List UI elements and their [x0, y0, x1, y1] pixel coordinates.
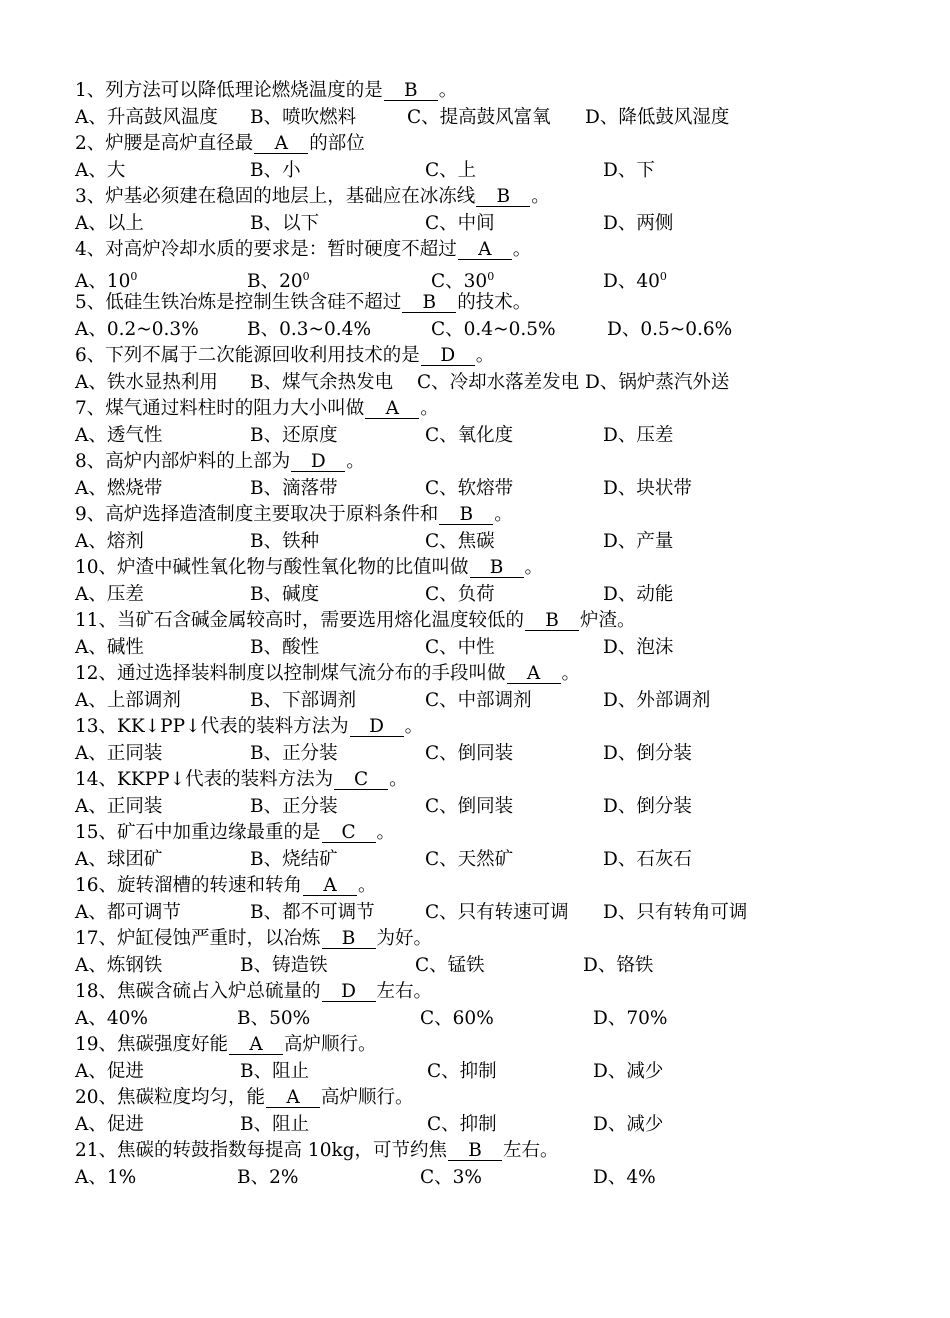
option-d: D、石灰石 [603, 848, 692, 870]
superscript: 0 [659, 269, 667, 283]
option-d: D、锅炉蒸汽外送 [585, 371, 730, 393]
answer-blank: D [291, 453, 345, 472]
answer-blank: B [448, 1142, 502, 1161]
option-d: D、4% [593, 1166, 656, 1188]
options-row [75, 953, 875, 980]
question-stem [75, 78, 875, 105]
option-d: D、减少 [593, 1060, 664, 1082]
question-text: 1、列方法可以降低理论燃烧温度的是 [75, 80, 383, 101]
answer-blank: B [470, 559, 524, 578]
option-c: C、倒同装 [425, 742, 514, 764]
option-b: B、烧结矿 [250, 848, 338, 870]
option-b: B、铁种 [250, 530, 320, 552]
option-c: C、中间 [425, 212, 495, 234]
question-stem [75, 661, 875, 688]
option-b: B、以下 [250, 212, 320, 234]
question-text: 3、炉基必须建在稳固的地层上，基础应在冰冻线 [75, 186, 476, 207]
question-suffix: 。 [420, 398, 439, 419]
options-row [75, 370, 875, 397]
question-text: 19、焦碳强度好能 [75, 1034, 229, 1055]
option-d: D、压差 [603, 424, 674, 446]
option-d: D、倒分装 [603, 795, 692, 817]
option-d: D、泡沫 [603, 636, 674, 658]
option-d: D、动能 [603, 583, 674, 605]
answer-blank: B [476, 188, 530, 207]
question-suffix: 。 [404, 716, 424, 737]
answer-blank: A [229, 1036, 283, 1055]
option-d: D、产量 [603, 530, 674, 552]
option-d: D、$40^0$ [603, 269, 667, 292]
superscript: 0 [487, 269, 495, 283]
question-text: 4、对高炉冷却水质的要求是：暂时硬度不超过 [75, 239, 457, 260]
question-stem [75, 820, 875, 847]
option-a: A、促进 [75, 1060, 144, 1082]
answer-blank: D [322, 983, 376, 1002]
option-a: A、正同装 [75, 795, 163, 817]
option-a: A、上部调剂 [75, 689, 181, 711]
question-suffix: 。 [494, 504, 513, 525]
options-row [75, 741, 875, 768]
option-b: B、阻止 [240, 1060, 310, 1082]
option-b: B、都不可调节 [250, 901, 375, 923]
question-stem [75, 714, 875, 741]
options-row [75, 476, 875, 503]
options-row [75, 1112, 875, 1139]
options-row [75, 900, 875, 927]
question-text: 9、高炉选择造渣制度主要取决于原料条件和 [75, 504, 439, 525]
option-a: A、40% [75, 1007, 148, 1029]
question-suffix: 。 [376, 822, 396, 843]
question-text: 10、炉渣中碱性氧化物与酸性氧化物的比值叫做 [75, 557, 469, 578]
option-a: A、熔剂 [75, 530, 144, 552]
question-suffix: 。 [346, 451, 365, 472]
option-b: B、2% [237, 1166, 299, 1188]
answer-blank: C [334, 771, 388, 790]
option-b: B、$20^0$ [247, 269, 310, 292]
option-c: C、锰铁 [415, 954, 485, 976]
answer-blank: B [322, 930, 376, 949]
question-stem [75, 873, 875, 900]
option-b: B、喷吹燃料 [250, 106, 357, 128]
question-text: 7、煤气通过料柱时的阻力大小叫做 [75, 398, 365, 419]
option-c: C、天然矿 [425, 848, 514, 870]
option-a: A、燃烧带 [75, 477, 163, 499]
option-c: C、上 [425, 159, 477, 181]
question-stem [75, 608, 875, 635]
option-d: D、下 [603, 159, 655, 181]
question-text: 17、炉缸侵蚀严重时，以冶炼 [75, 928, 321, 949]
option-c: C、负荷 [425, 583, 495, 605]
answer-blank: D [350, 718, 404, 737]
question-stem [75, 343, 875, 370]
question-suffix: 。 [512, 239, 532, 260]
option-d: D、两侧 [603, 212, 674, 234]
question-text: 21、焦碳的转鼓指数每提高 10kg，可节约焦 [75, 1140, 448, 1161]
option-c: C、3% [420, 1166, 483, 1188]
question-stem [75, 290, 875, 317]
answer-blank: A [303, 877, 357, 896]
options-row [75, 211, 875, 238]
question-suffix: 左右。 [503, 1140, 559, 1161]
options-row [75, 1006, 875, 1033]
question-stem [75, 1032, 875, 1059]
question-suffix: 炉渣。 [580, 610, 636, 631]
option-d: D、块状带 [603, 477, 692, 499]
option-d: D、外部调剂 [603, 689, 711, 711]
option-c: C、倒同装 [425, 795, 514, 817]
option-c: C、抑制 [427, 1113, 497, 1135]
question-suffix: 高炉顺行。 [284, 1034, 377, 1055]
option-b: B、下部调剂 [250, 689, 357, 711]
options-row [75, 1165, 875, 1192]
answer-blank: D [421, 347, 475, 366]
answer-blank: A [458, 241, 512, 260]
answer-blank: A [507, 665, 561, 684]
question-stem [75, 396, 875, 423]
question-text: 5、低硅生铁冶炼是控制生铁含硅不超过 [75, 292, 402, 313]
question-text: 16、旋转溜槽的转速和转角 [75, 875, 303, 896]
options-row [75, 158, 875, 185]
option-c: C、60% [420, 1007, 494, 1029]
option-c: C、$30^0$ [431, 269, 495, 292]
question-suffix: 。 [475, 345, 495, 366]
option-a: A、透气性 [75, 424, 163, 446]
option-b: B、碱度 [250, 583, 320, 605]
option-a: A、$10^0$ [75, 269, 138, 292]
question-stem [75, 131, 875, 158]
option-b: B、0.3~0.4% [247, 318, 372, 340]
question-suffix: 。 [524, 557, 544, 578]
options-row [75, 794, 875, 821]
option-c: C、软熔带 [425, 477, 514, 499]
option-c: C、冷却水落差发电 [417, 371, 580, 393]
question-stem [75, 767, 875, 794]
option-a: A、大 [75, 159, 126, 181]
answer-blank: A [365, 400, 419, 419]
option-a: A、都可调节 [75, 901, 181, 923]
option-d: D、倒分装 [603, 742, 692, 764]
question-stem [75, 979, 875, 1006]
question-suffix: 左右。 [376, 981, 433, 1002]
option-a: A、以上 [75, 212, 144, 234]
question-stem [75, 555, 875, 582]
options-row [75, 582, 875, 609]
question-stem [75, 1085, 875, 1112]
option-c: C、提高鼓风富氧 [407, 106, 551, 128]
question-suffix: 。 [438, 80, 458, 101]
option-c: C、中性 [425, 636, 495, 658]
question-text: 13、KK↓PP↓代表的装料方法为 [75, 716, 349, 737]
option-c: C、中部调剂 [425, 689, 532, 711]
question-stem [75, 502, 875, 529]
answer-blank: A [266, 1089, 320, 1108]
question-suffix: 。 [561, 663, 581, 684]
option-a: A、升高鼓风温度 [75, 106, 218, 128]
option-d: D、铬铁 [583, 954, 654, 976]
answer-blank: B [384, 82, 438, 101]
question-suffix: 的技术。 [457, 292, 532, 313]
option-c: C、氧化度 [425, 424, 514, 446]
answer-blank: B [402, 294, 456, 313]
option-a: A、压差 [75, 583, 144, 605]
superscript: 0 [130, 269, 138, 283]
options-row [75, 635, 875, 662]
question-suffix: 为好。 [376, 928, 433, 949]
question-stem [75, 926, 875, 953]
options-row [75, 317, 875, 344]
question-suffix: 。 [531, 186, 550, 207]
question-text: 8、高炉内部炉料的上部为 [75, 451, 291, 472]
document-page [75, 78, 875, 1191]
options-row [75, 423, 875, 450]
option-b: B、铸造铁 [240, 954, 328, 976]
question-text: 6、下列不属于二次能源回收利用技术的是 [75, 345, 420, 366]
question-text: 14、KKPP↓代表的装料方法为 [75, 769, 334, 790]
options-row [75, 847, 875, 874]
option-c: C、抑制 [427, 1060, 497, 1082]
question-text: 2、炉腰是高炉直径最 [75, 133, 254, 154]
question-text: 12、通过选择装料制度以控制煤气流分布的手段叫做 [75, 663, 506, 684]
option-a: A、1% [75, 1166, 137, 1188]
option-b: B、小 [250, 159, 301, 181]
options-row [75, 688, 875, 715]
option-d: D、只有转角可调 [603, 901, 748, 923]
option-b: B、正分装 [250, 742, 338, 764]
option-d: D、0.5~0.6% [607, 318, 733, 340]
option-a: A、0.2~0.3% [75, 318, 199, 340]
question-text: 15、矿石中加重边缘最重的是 [75, 822, 321, 843]
question-text: 18、焦碳含硫占入炉总硫量的 [75, 981, 321, 1002]
option-a: A、碱性 [75, 636, 144, 658]
option-a: A、球团矿 [75, 848, 163, 870]
option-a: A、正同装 [75, 742, 163, 764]
option-c: C、焦碳 [425, 530, 495, 552]
option-a: A、促进 [75, 1113, 144, 1135]
option-b: B、阻止 [240, 1113, 310, 1135]
options-row [75, 529, 875, 556]
superscript: 0 [302, 269, 310, 283]
question-suffix: 的部位 [309, 133, 365, 154]
option-a: A、铁水显热利用 [75, 371, 218, 393]
question-text: 11、当矿石含碱金属较高时，需要选用熔化温度较低的 [75, 610, 525, 631]
option-d: D、降低鼓风湿度 [585, 106, 730, 128]
question-suffix: 高炉顺行。 [321, 1087, 414, 1108]
option-a: A、炼钢铁 [75, 954, 163, 976]
option-b: B、还原度 [250, 424, 338, 446]
answer-blank: A [254, 135, 308, 154]
answer-blank: C [322, 824, 376, 843]
options-row [75, 105, 875, 132]
options-row [75, 264, 875, 291]
answer-blank: B [525, 612, 579, 631]
option-b: B、50% [237, 1007, 311, 1029]
option-b: B、煤气余热发电 [250, 371, 394, 393]
question-suffix: 。 [389, 769, 408, 790]
question-stem [75, 184, 875, 211]
option-b: B、滴落带 [250, 477, 338, 499]
question-stem [75, 1138, 875, 1165]
question-suffix: 。 [358, 875, 377, 896]
option-c: C、只有转速可调 [425, 901, 569, 923]
options-row [75, 1059, 875, 1086]
option-b: B、酸性 [250, 636, 320, 658]
option-d: D、70% [593, 1007, 668, 1029]
option-b: B、正分装 [250, 795, 338, 817]
question-stem [75, 237, 875, 264]
answer-blank: B [439, 506, 493, 525]
question-stem [75, 449, 875, 476]
option-d: D、减少 [593, 1113, 664, 1135]
option-c: C、0.4~0.5% [431, 318, 556, 340]
question-text: 20、焦碳粒度均匀，能 [75, 1087, 266, 1108]
